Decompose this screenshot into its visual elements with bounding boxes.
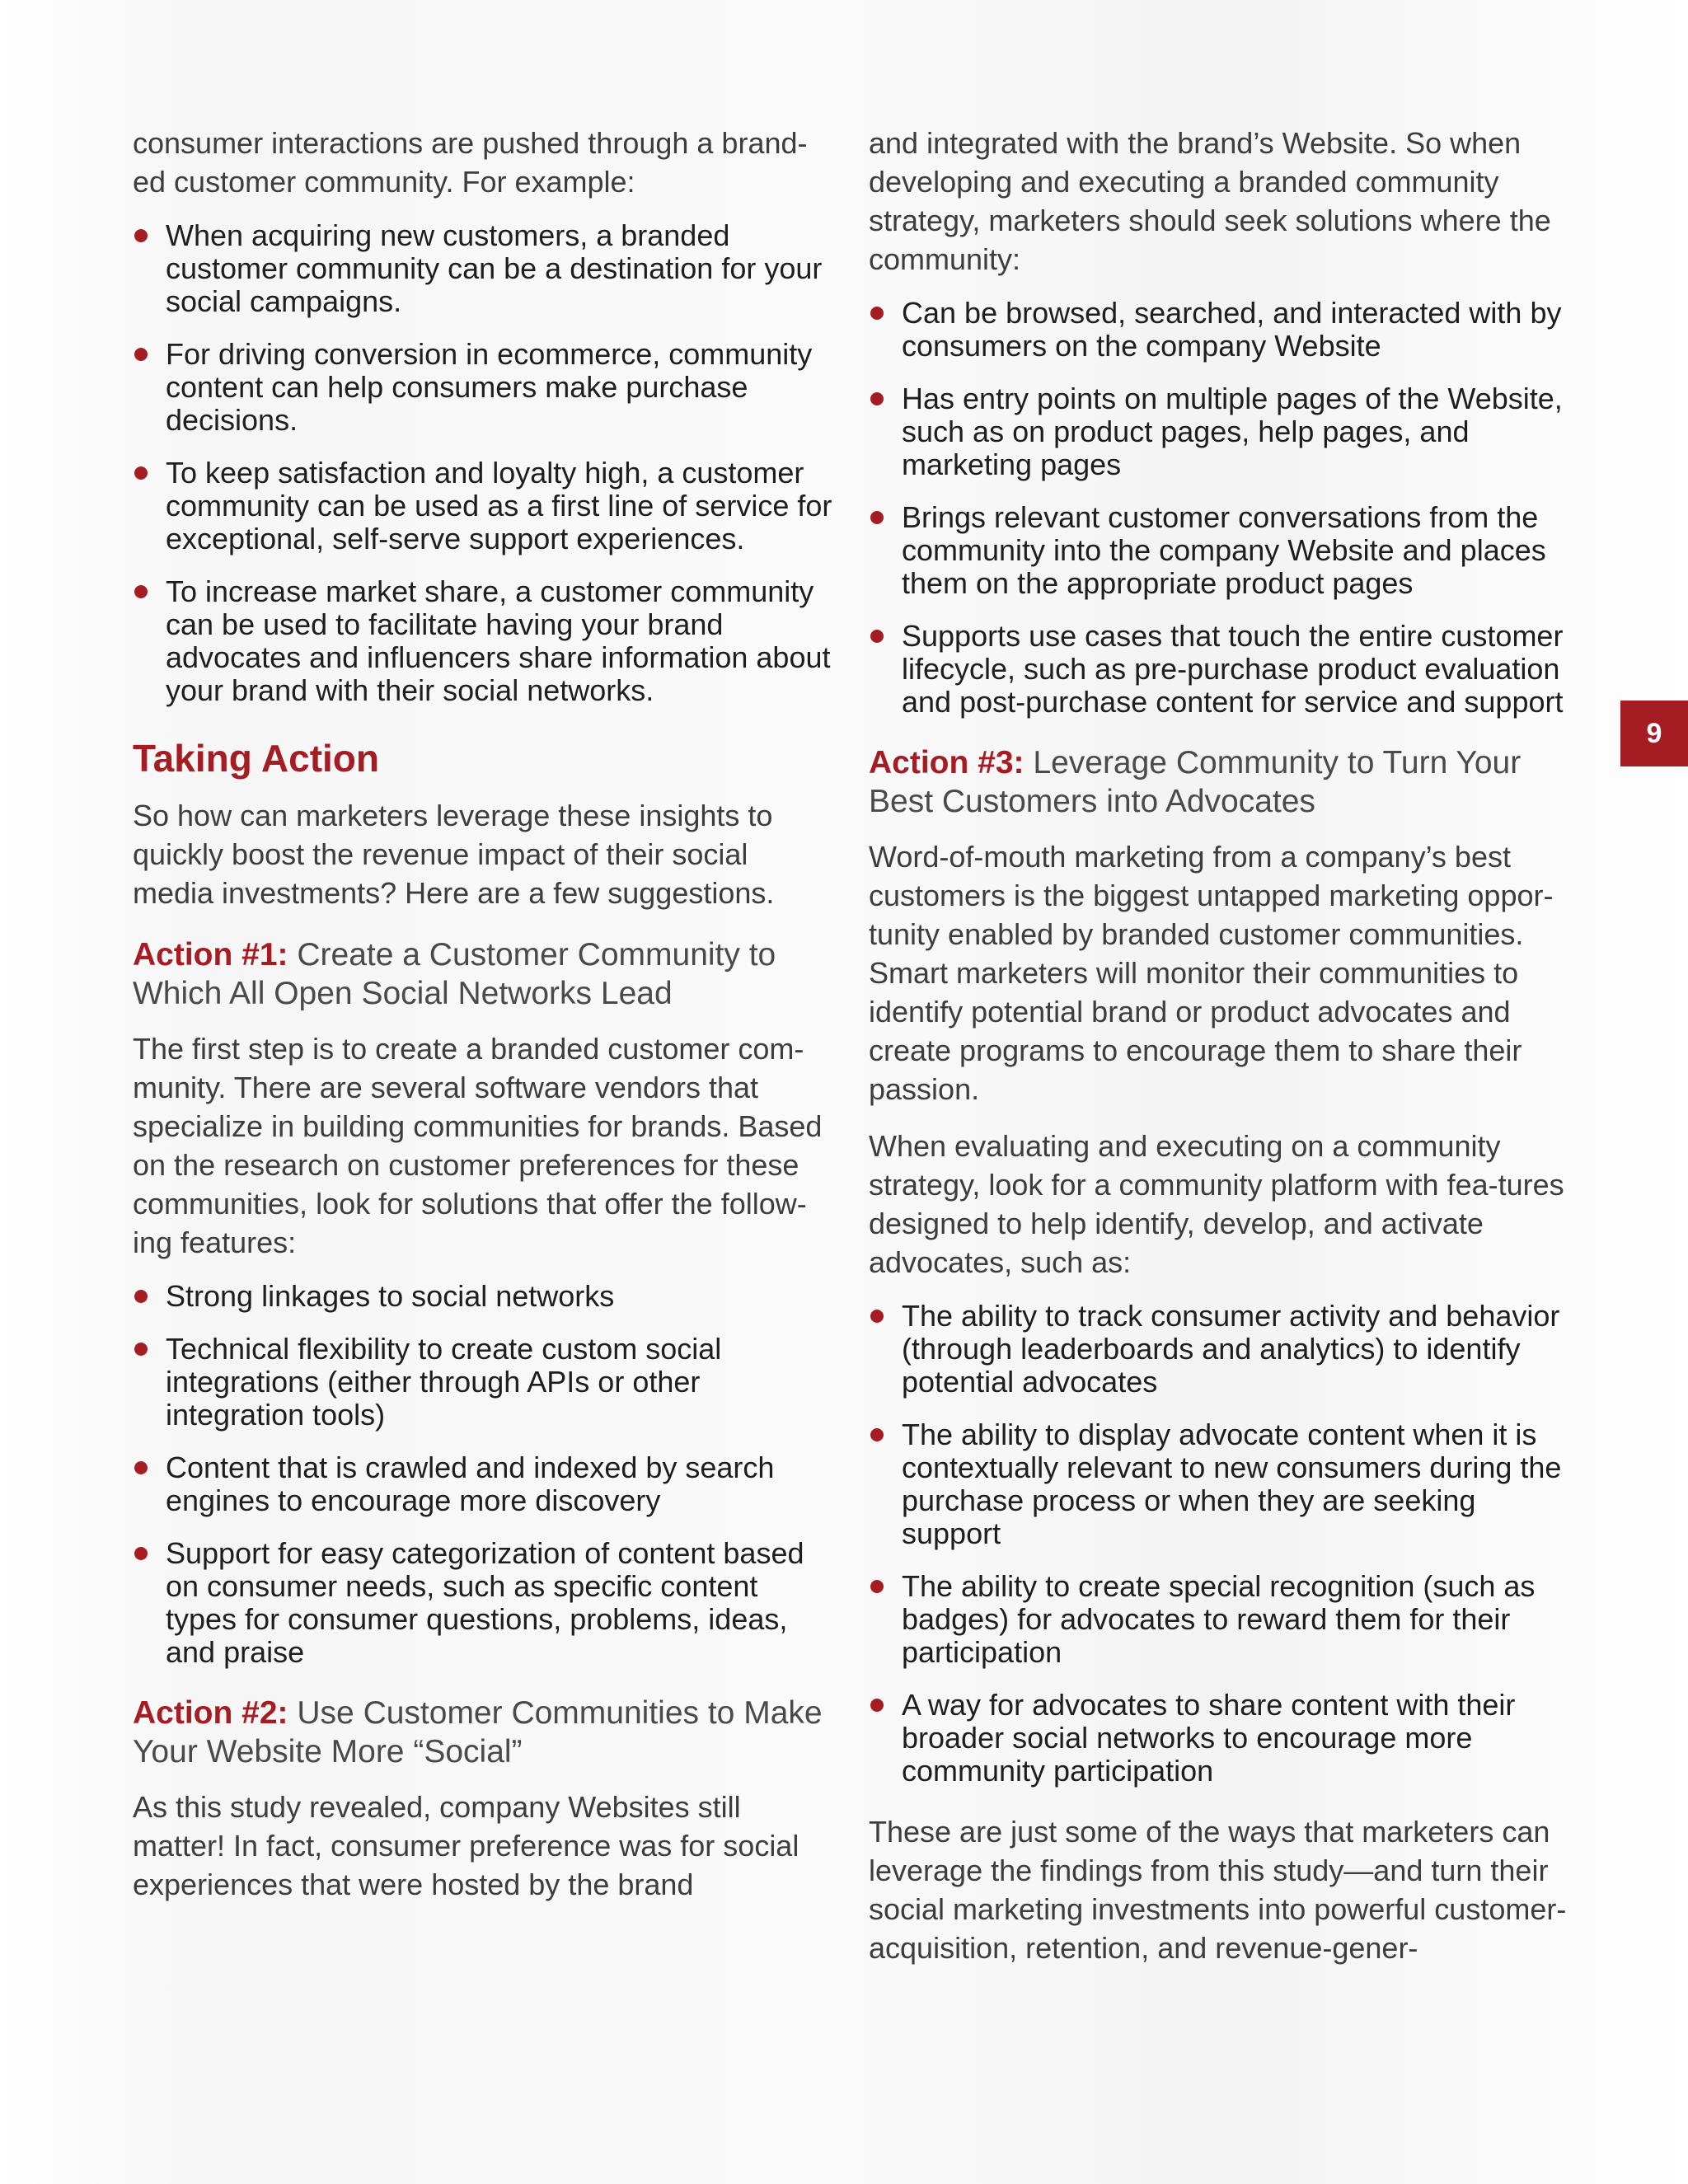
action1-title: Create a Customer Community to Which All Open Social Networks Lead xyxy=(133,937,776,1011)
action1-lead: Action #1: xyxy=(133,937,288,972)
list-item: When acquiring new customers, a branded customer community can be a destination for your social campaigns. xyxy=(133,219,833,318)
list-item: Can be browsed, searched, and interacted with by consumers on the company Website xyxy=(869,297,1569,363)
list-item: For driving conversion in ecommerce, community content can help consumers make purchase decisions. xyxy=(133,338,833,437)
list-item: Supports use cases that touch the entire customer lifecycle, such as pre-purchase product evaluation and post-purchase content for service and support xyxy=(869,620,1569,719)
action3-paragraph-2: When evaluating and executing on a community strategy, look for a community platform with fea-tures designed to help identify, develop, and activate advocates, such as: xyxy=(869,1129,1564,1279)
left-intro-paragraph: consumer interactions are pushed through a brand-ed customer community. For example: xyxy=(133,126,808,199)
action3-feature-list xyxy=(869,1300,1569,1788)
left-bullet-list-examples xyxy=(133,219,833,707)
taking-action-heading: Taking Action xyxy=(133,737,379,780)
action3-heading xyxy=(869,743,1569,821)
right-column xyxy=(869,124,1569,1985)
action2-heading xyxy=(133,1694,833,1771)
action3-title: Leverage Community to Turn Your Best Customers into Advocates xyxy=(869,745,1522,819)
list-item: The ability to track consumer activity and behavior (through leaderboards and analytics) to identify potential advocates xyxy=(869,1300,1569,1399)
list-item: Strong linkages to social networks xyxy=(133,1280,833,1313)
right-intro-paragraph: and integrated with the brand’s Website. So when developing and executing a branded community strategy, marketers should seek solutions where the community: xyxy=(869,126,1551,276)
left-column xyxy=(133,124,833,1922)
action3-paragraph-1: Word-of-mouth marketing from a company’s best customers is the biggest untapped marketing oppor-tunity enabled by branded customer communities. Smart marketers will monitor their communities to identify potential brand or product advocates and create programs to encourage them to share their passion. xyxy=(869,840,1554,1106)
action1-heading xyxy=(133,935,833,1013)
list-item: Has entry points on multiple pages of the Website, such as on product pages, help pages, and marketing pages xyxy=(869,382,1569,481)
list-item: Brings relevant customer conversations from the community into the company Website and places them on the appropriate product pages xyxy=(869,501,1569,600)
list-item: A way for advocates to share content with their broader social networks to encourage more community participation xyxy=(869,1689,1569,1788)
action2-paragraph: As this study revealed, company Websites still matter! In fact, consumer preference was for social experiences that were hosted by the brand xyxy=(133,1790,799,1901)
list-item: Technical flexibility to create custom social integrations (either through APIs or other integration tools) xyxy=(133,1333,833,1432)
action2-lead: Action #2: xyxy=(133,1695,288,1731)
action1-feature-list xyxy=(133,1280,833,1669)
action2-title: Use Customer Communities to Make Your Website More “Social” xyxy=(133,1695,823,1769)
list-item: To increase market share, a customer community can be used to facilitate having your brand advocates and influencers share information about your brand with their social networks. xyxy=(133,575,833,707)
taking-action-paragraph: So how can marketers leverage these insights to quickly boost the revenue impact of their social media investments? Here are a few suggestions. xyxy=(133,799,775,910)
list-item: The ability to display advocate content when it is contextually relevant to new consumers during the purchase process or when they are seeking support xyxy=(869,1418,1569,1550)
action3-lead: Action #3: xyxy=(869,745,1025,780)
action1-paragraph: The first step is to create a branded customer com-munity. There are several software vendors that specialize in building communities for brands. Based on the research on customer preferences for these communities, look for solutions that offer the follow-ing features: xyxy=(133,1032,823,1259)
list-item: Content that is crawled and indexed by search engines to encourage more discovery xyxy=(133,1451,833,1517)
list-item: To keep satisfaction and loyalty high, a customer community can be used as a first line of service for exceptional, self-serve support experiences. xyxy=(133,457,833,555)
list-item: Support for easy categorization of content based on consumer needs, such as specific content types for consumer questions, problems, ideas, and praise xyxy=(133,1537,833,1669)
right-bullet-list-community xyxy=(869,297,1569,719)
closing-paragraph: These are just some of the ways that marketers can leverage the findings from this study—and turn their social marketing investments into powerful customer-acquisition, retention, and revenue-gener- xyxy=(869,1815,1567,1965)
list-item: The ability to create special recognition (such as badges) for advocates to reward them for their participation xyxy=(869,1570,1569,1669)
page-number-tab: 9 xyxy=(1620,701,1688,766)
